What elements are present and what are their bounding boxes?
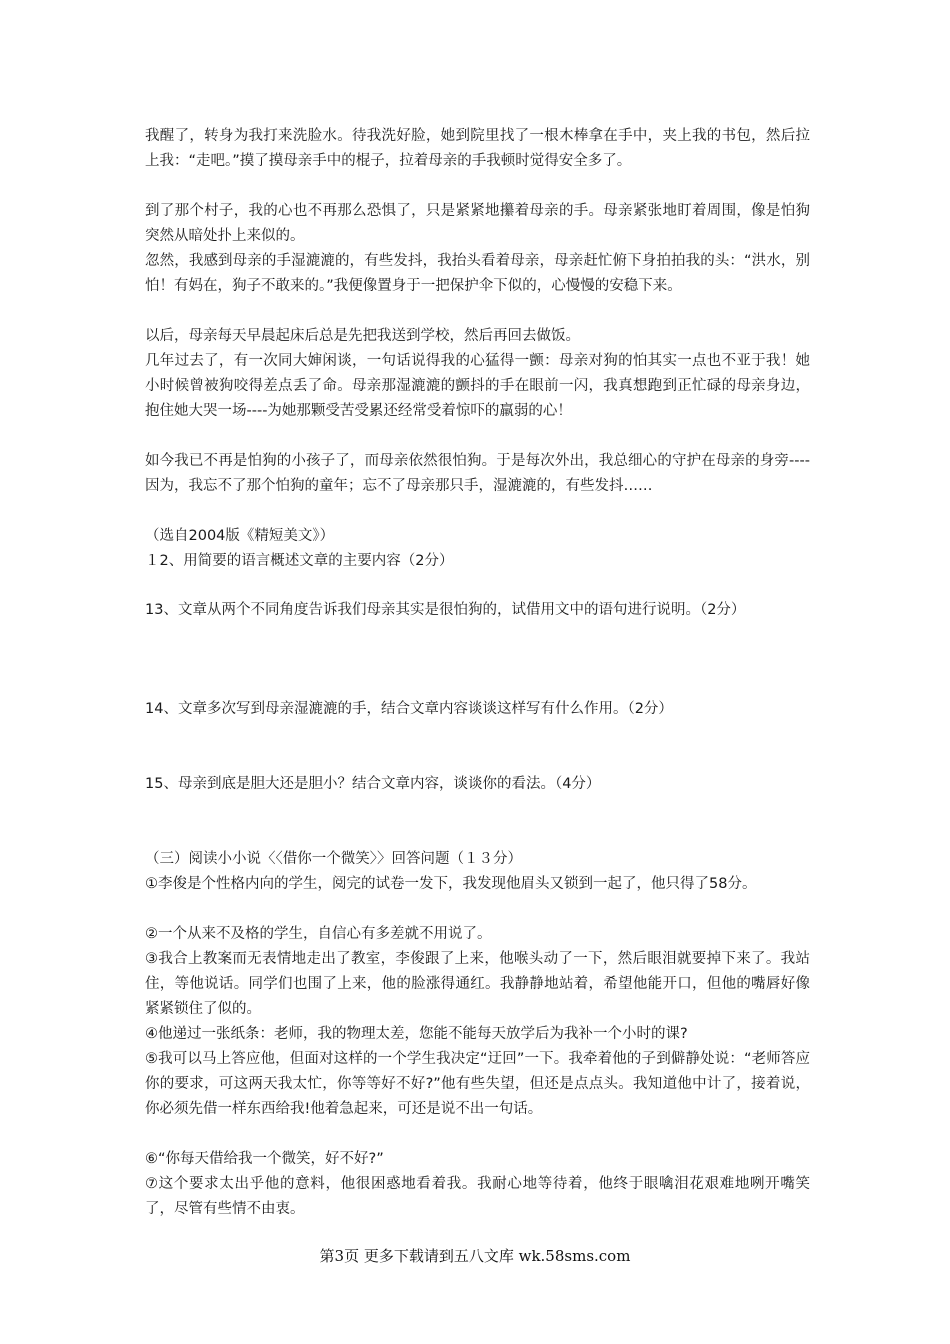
question-15: 15、母亲到底是胆大还是胆小？结合文章内容，谈谈你的看法。（4分） [145, 776, 601, 792]
novel-paragraph: ③我合上教案而无表情地走出了教室，李俊跟了上来，他喉头动了一下，然后眼泪就要掉下来了。我站住，等他说话。同学们也围了上来，他的脸涨得通红。我静静地站着，希望他能开口，但他的嘴唇好像紧紧锁住了似的。 [145, 951, 810, 1017]
question-12: １2、用简要的语言概述文章的主要内容（2分） [145, 553, 454, 569]
novel-paragraph: ⑥“你每天借给我一个微笑，好不好?” [145, 1151, 384, 1167]
story-paragraph: 到了那个村子，我的心也不再那么恐惧了，只是紧紧地攥着母亲的手。母亲紧张地盯着周围，像是怕狗突然从暗处扑上来似的。 [145, 203, 810, 244]
novel-paragraph: ②一个从来不及格的学生，自信心有多差就不用说了。 [145, 926, 492, 942]
story-paragraph: 如今我已不再是怕狗的小孩子了，而母亲依然很怕狗。于是每次外出，我总细心的守护在母亲的身旁----因为，我忘不了那个怕狗的童年；忘不了母亲那只手，湿漉漉的，有些发抖…… [145, 453, 810, 494]
page-footer: 第3页 更多下载请到五八文库 wk.58sms.com [319, 1247, 631, 1265]
source-citation: （选自2004版《精短美文》） [145, 528, 335, 544]
novel-paragraph: ⑦这个要求太出乎他的意料，他很困惑地看着我。我耐心地等待着，他终于眼噙泪花艰难地咧开嘴笑了，尽管有些情不由衷。 [145, 1176, 810, 1217]
novel-paragraph: ①李俊是个性格内向的学生，阅完的试卷一发下，我发现他眉头又锁到一起了，他只得了58分。 [145, 876, 757, 892]
novel-paragraph: ④他递过一张纸条：老师，我的物理太差，您能不能每天放学后为我补一个小时的课? [145, 1026, 688, 1042]
story-paragraph: 忽然，我感到母亲的手湿漉漉的，有些发抖，我抬头看着母亲，母亲赶忙俯下身拍拍我的头：“洪水，别怕！有妈在，狗子不敢来的。”我便像置身于一把保护伞下似的，心慢慢的安稳下来。 [145, 253, 810, 294]
story-paragraph: 几年过去了，有一次同大婶闲谈，一句话说得我的心猛得一颤：母亲对狗的怕其实一点也不亚于我！她小时候曾被狗咬得差点丢了命。母亲那湿漉漉的颤抖的手在眼前一闪，我真想跑到正忙碌的母亲身边，抱住她大哭一场----为她那颗受苦受累还经常受着惊吓的羸弱的心！ [145, 353, 810, 419]
story-paragraph: 以后，母亲每天早晨起床后总是先把我送到学校，然后再回去做饭。 [145, 328, 580, 344]
novel-paragraph: ⑤我可以马上答应他，但面对这样的一个学生我决定“迂回”一下。我牵着他的子到僻静处说：“老师答应你的要求，可这两天我太忙，你等等好不好?”他有些失望，但还是点点头。我知道他中计了，接着说，你必须先借一样东西给我!他着急起来，可还是说不出一句话。 [145, 1051, 810, 1117]
question-13: 13、文章从两个不同角度告诉我们母亲其实是很怕狗的，试借用文中的语句进行说明。（2分） [145, 602, 746, 618]
question-14: 14、文章多次写到母亲湿漉漉的手，结合文章内容谈谈这样写有什么作用。（2分） [145, 701, 673, 717]
document-page [145, 0, 810, 1344]
story-paragraph: 我醒了，转身为我打来洗脸水。待我洗好脸，她到院里找了一根木棒拿在手中，夹上我的书包，然后拉上我：“走吧。”摸了摸母亲手中的棍子，拉着母亲的手我顿时觉得安全多了。 [145, 128, 810, 169]
section-heading: （三）阅读小小说〈〈借你一个微笑〉〉回答问题（１３分） [145, 851, 522, 867]
